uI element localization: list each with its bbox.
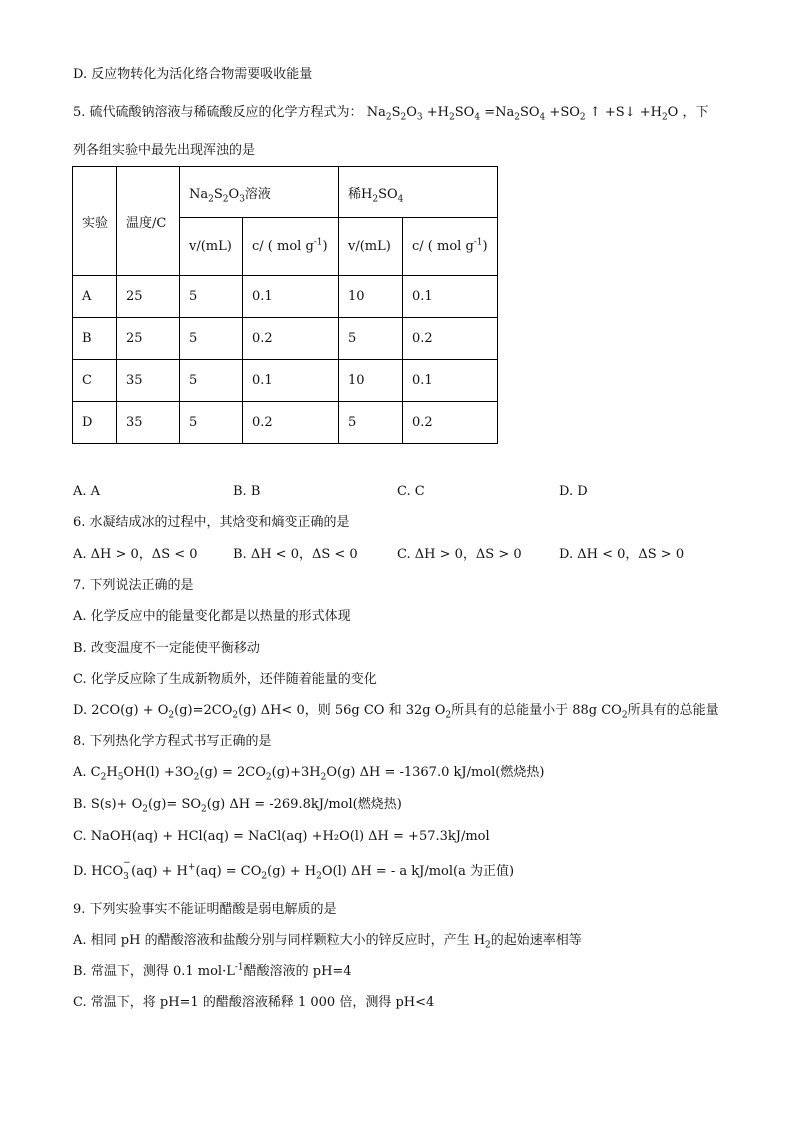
q7-option-d[interactable]: D. $2CO(g) + O_2(g)=2CO_2(g)$ ΔH< 0，则 56g CO 和 32g $O_2$所具有的总能量小于 88g $CO_2$所具有的总能量 [73, 703, 719, 721]
q8-option-d[interactable]: D. HCO − 3 $(aq) + H^+(aq) = CO_2(g) + H_2O(l) \Delta H$ = - a kJ/mol(a 为正值) [73, 858, 515, 882]
q8-stem: 8. 下列热化学方程式书写正确的是 [73, 734, 272, 749]
subheader-conc-na: c/ ( mol $g^{-1}$) [243, 218, 339, 276]
q5-option-a[interactable]: A. A [73, 484, 101, 499]
q8-option-a[interactable]: A. $C_2H_5OH(l) +3O_2(g) = 2CO_2(g)+3H_2O(g) \Delta H = -1367.0$ kJ/mol(燃烧热) [73, 765, 545, 783]
header-h2so4: 稀$H_2SO_4$ [339, 167, 498, 218]
q6-option-d[interactable]: D. ΔH < 0，ΔS > 0 [559, 547, 685, 562]
q5-tail: ，下 [682, 105, 709, 120]
q6-option-c[interactable]: C. ΔH > 0，ΔS > 0 [397, 547, 522, 562]
q5-equation: $Na_2S_2O_3 +H_2SO_4 =Na_2SO_4 +SO_2$ ↑ +S↓ $+H_2O$ [366, 105, 679, 123]
header-experiment: 实验 [73, 167, 117, 276]
q7-option-b[interactable]: B. 改变温度不一定能使平衡移动 [73, 641, 260, 656]
experiment-table [72, 166, 498, 444]
subheader-conc-acid: c/ ( mol $g^{-1}$) [403, 218, 498, 276]
q9-option-c[interactable]: C. 常温下，将 pH=1 的醋酸溶液稀释 1 000 倍，测得 pH<4 [73, 995, 435, 1010]
q5-lead: 5. 硫代硫酸钠溶液与稀硫酸反应的化学方程式为： [73, 105, 363, 120]
q6-option-a[interactable]: A. ΔH > 0，ΔS < 0 [73, 547, 198, 562]
q7-option-a[interactable]: A. 化学反应中的能量变化都是以热量的形式体现 [73, 609, 351, 624]
q5-stem [73, 104, 709, 122]
table-row: C 35 5 0.1 10 0.1 [73, 360, 498, 402]
q9-stem: 9. 下列实验事实不能证明醋酸是弱电解质的是 [73, 902, 337, 917]
q5-option-d[interactable]: D. D [559, 484, 588, 499]
q6-stem: 6. 水凝结成冰的过程中，其焓变和熵变正确的是 [73, 515, 350, 530]
subheader-volume-acid: v/(mL) [339, 218, 403, 276]
subheader-volume-na: v/(mL) [180, 218, 243, 276]
q7-stem: 7. 下列说法正确的是 [73, 578, 194, 593]
q5-options [73, 483, 713, 501]
q6-options [73, 546, 713, 564]
q5-option-b[interactable]: B. B [233, 484, 261, 499]
q8-option-c[interactable]: C. NaOH(aq) + HCl(aq) = NaCl(aq) +H₂O(l) ΔH = +57.3kJ/mol [73, 829, 490, 844]
table-row: B 25 5 0.2 5 0.2 [73, 318, 498, 360]
table-row: D 35 5 0.2 5 0.2 [73, 402, 498, 444]
q5-stem-line2: 列各组实验中最先出现浑浊的是 [73, 143, 256, 158]
header-temperature: 温度/C [117, 167, 180, 276]
q9-option-b[interactable]: B. 常温下，测得 0.1 $mol\cdot L^{-1}$醋酸溶液的 pH=4 [73, 962, 352, 979]
header-na2s2o3: $Na_2S_2O_3$溶液 [180, 167, 339, 218]
table-row: A 25 5 0.1 10 0.1 [73, 276, 498, 318]
q9-option-a[interactable]: A. 相同 pH 的醋酸溶液和盐酸分别与同样颗粒大小的锌反应时，产生 $H_2$的起始速率相等 [73, 933, 582, 951]
q6-option-b[interactable]: B. ΔH < 0，ΔS < 0 [233, 547, 358, 562]
q8-option-b[interactable]: B. $S(s)+ O_2(g)= SO_2(g) \Delta H = -269.8kJ/mol$(燃烧热) [73, 797, 402, 815]
q5-option-c[interactable]: C. C [397, 484, 425, 499]
q7-option-c[interactable]: C. 化学反应除了生成新物质外，还伴随着能量的变化 [73, 672, 377, 687]
q4-option-d: D. 反应物转化为活化络合物需要吸收能量 [73, 67, 313, 82]
